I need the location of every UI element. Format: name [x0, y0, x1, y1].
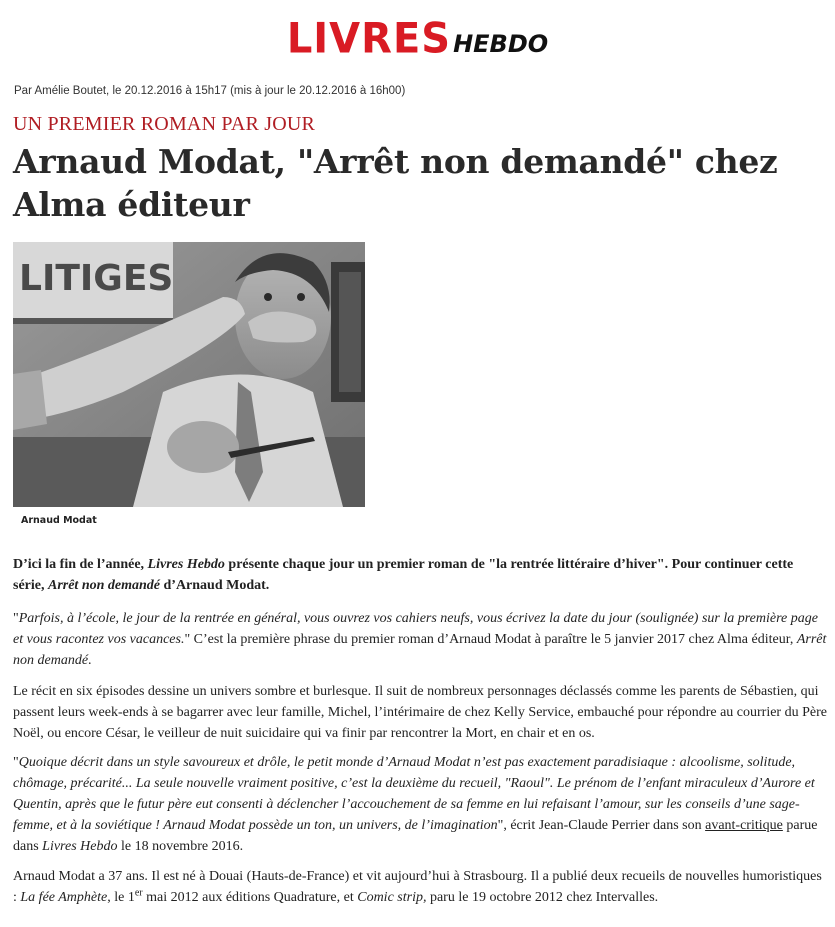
article-paragraph: "Parfois, à l’école, le jour de la rentrée en général, vous ouvrez vos cahiers neufs, vous écrivez la date du jour (soulignée) sur la première page et vous racontez vos vacances." C’est la première phrase du premier roman d’Arnaud Modat à paraître le 5 janvier 2017 chez Alma éditeur, Arrêt non demandé.	[13, 611, 827, 668]
photo-caption: Arnaud Modat	[21, 515, 97, 526]
article-kicker: UN PREMIER ROMAN PAR JOUR	[13, 113, 316, 135]
author-photo-illustration	[13, 242, 365, 507]
logo-livres: LIVRES	[286, 14, 452, 64]
article-byline: Par Amélie Boutet, le 20.12.2016 à 15h17 (mis à jour le 20.12.2016 à 16h00)	[14, 85, 406, 97]
wall-sign-text: LITIGES	[19, 258, 174, 299]
article-lead: D’ici la fin de l’année, Livres Hebdo présente chaque jour un premier roman de "la rentrée littéraire d’hiver". Pour continuer cette série, Arrêt non demandé d’Arnaud Modat.	[13, 557, 794, 593]
article-paragraph: "Quoique décrit dans un style savoureux et drôle, le petit monde d’Arnaud Modat n’est pas exactement paradisiaque : alcoolisme, solitude, chômage, précarité... La seule nouvelle vraiment positive, c’est la deuxième du recueil, "Raoul". Le prénom de l’enfant miraculeux d’Aurore et Quentin, après que le futur père eut consenti à déclencher l’accouchement de sa femme en lui refaisant l’amour, sur les conseils d’une sage-femme, et à la soviétique ! Arnaud Modat possède un ton, un univers, de l’imagination", écrit Jean-Claude Perrier dans son avant-critique parue dans Livres Hebdo le 18 novembre 2016.	[13, 755, 818, 854]
article-title: Arnaud Modat, "Arrêt non demandé" chez Alma éditeur	[13, 142, 778, 224]
article-paragraph: Le récit en six épisodes dessine un univers sombre et burlesque. Il suit de nombreux personnages déclassés comme les parents de Sébastien, qui passent leurs week-ends à se bagarrer avec leur famille, Michel, l’intérimaire de chez Kelly Service, embauché pour répondre au courrier du Père Noël, ou encore César, le veilleur de nuit suicidaire qui va finir par rencontrer la Mort, en chair et en os.	[13, 684, 827, 741]
avant-critique-link[interactable]: avant-critique	[705, 818, 783, 833]
logo-hebdo: HEBDO	[453, 30, 549, 58]
article-paragraph: Arnaud Modat a 37 ans. Il est né à Douai (Hauts-de-France) et vit aujourd’hui à Strasbourg. Il a publié deux recueils de nouvelles humoristiques : La fée Amphète, le 1er mai 2012 aux éditions Quadrature, et Comic strip, paru le 19 octobre 2012 chez Intervalles.	[13, 869, 822, 905]
site-logo[interactable]	[0, 16, 835, 62]
article-photo	[13, 242, 365, 507]
